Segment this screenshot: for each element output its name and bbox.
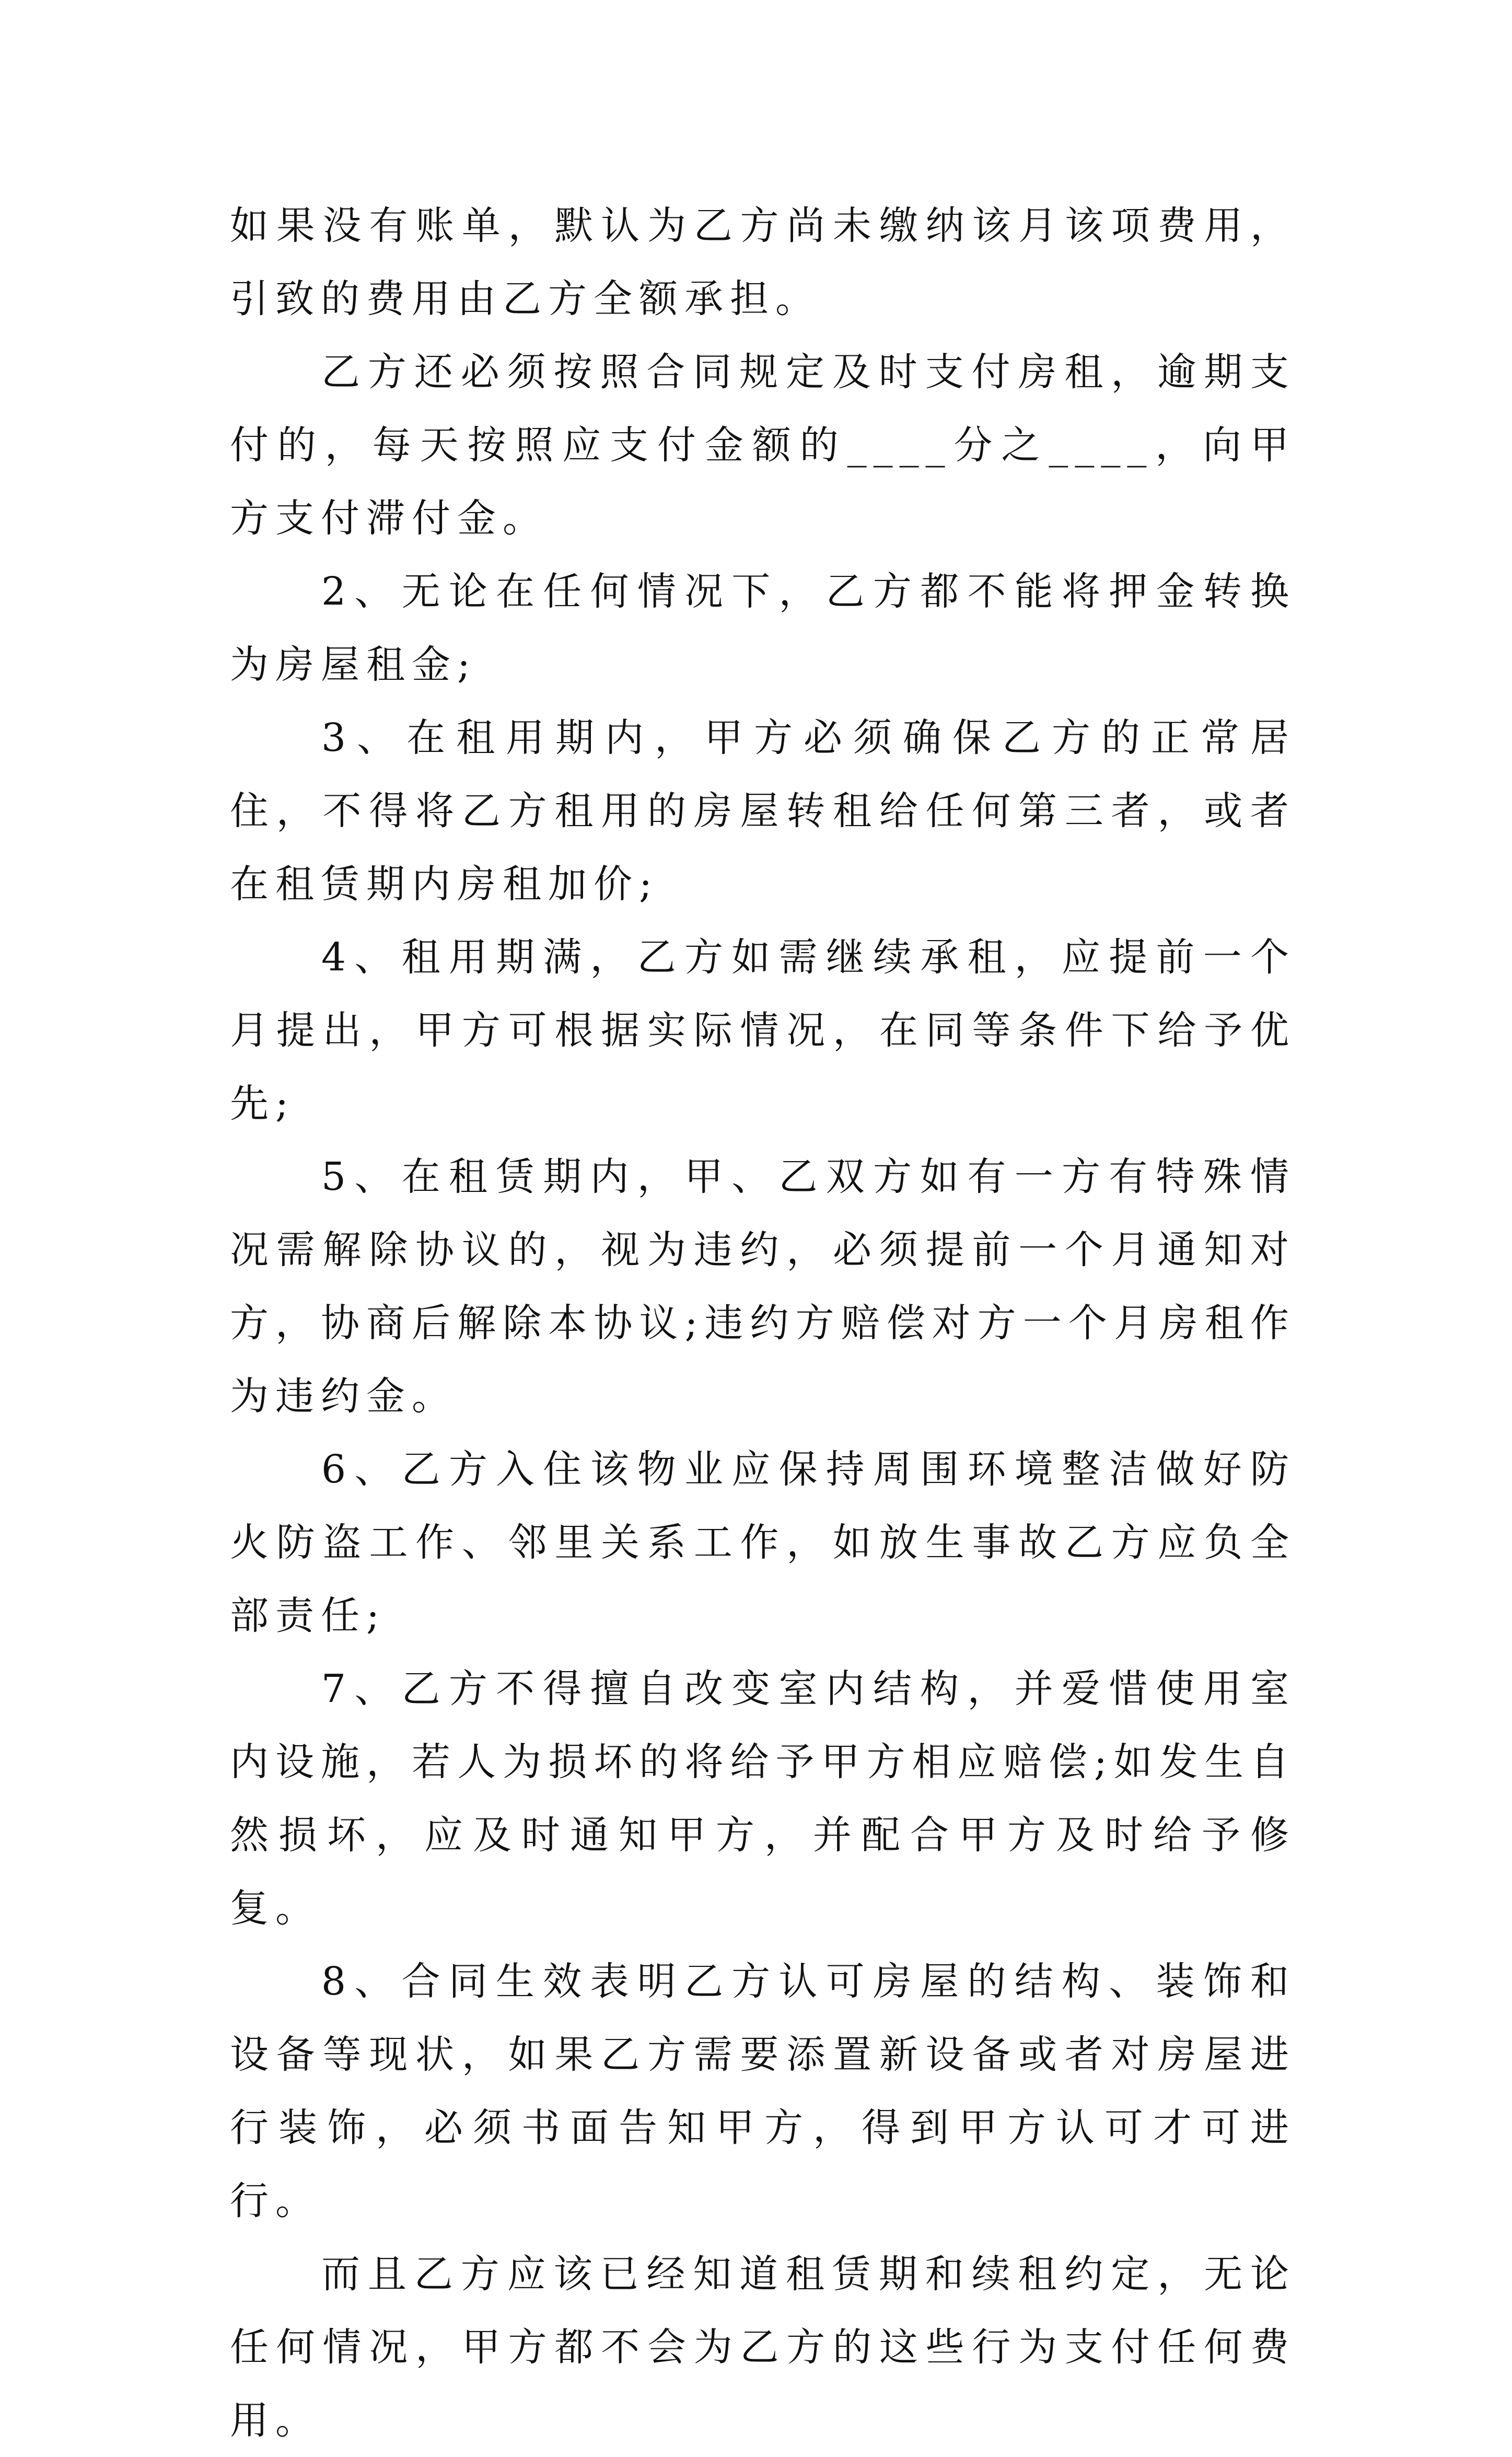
- paragraph-clause-4: 4、租用期满，乙方如需继续承租，应提前一个月提出，甲方可根据实际情况，在同等条件下给予优先;: [230, 935, 1296, 1126]
- paragraph-clause-2: 2、无论在任何情况下，乙方都不能将押金转换为房屋租金;: [230, 569, 1296, 687]
- paragraph-clause-7: 7、乙方不得擅自改变室内结构，并爱惜使用室内设施，若人为损坏的将给予甲方相应赔偿;如发生自然损坏，应及时通知甲方，并配合甲方及时给予修复。: [230, 1666, 1296, 1931]
- document-body: [230, 189, 1296, 2457]
- paragraph-continuation: 如果没有账单，默认为乙方尚未缴纳该月该项费用，引致的费用由乙方全额承担。: [230, 203, 1296, 321]
- paragraph-clause-5: 5、在租赁期内，甲、乙双方如有一方有特殊情况需解除协议的，视为违约，必须提前一个月通知对方，协商后解除本协议;违约方赔偿对方一个月房租作为违约金。: [230, 1154, 1296, 1419]
- paragraph-clause-6: 6、乙方入住该物业应保持周围环境整洁做好防火防盗工作、邻里关系工作，如放生事故乙方应负全部责任;: [230, 1447, 1296, 1638]
- paragraph-clause-3: 3、在租用期内，甲方必须确保乙方的正常居住，不得将乙方租用的房屋转租给任何第三者，或者在租赁期内房租加价;: [230, 715, 1296, 907]
- paragraph-clause-8: 8、合同生效表明乙方认可房屋的结构、装饰和设备等现状，如果乙方需要添置新设备或者对房屋进行装饰，必须书面告知甲方，得到甲方认可才可进行。: [230, 1959, 1296, 2223]
- paragraph-late-fee: 乙方还必须按照合同规定及时支付房租，逾期支付的，每天按照应支付金额的____分之____，向甲方支付滞付金。: [230, 350, 1296, 541]
- paragraph-final-note: 而且乙方应该已经知道租赁期和续租约定，无论任何情况，甲方都不会为乙方的这些行为支付任何费用。: [230, 2252, 1296, 2443]
